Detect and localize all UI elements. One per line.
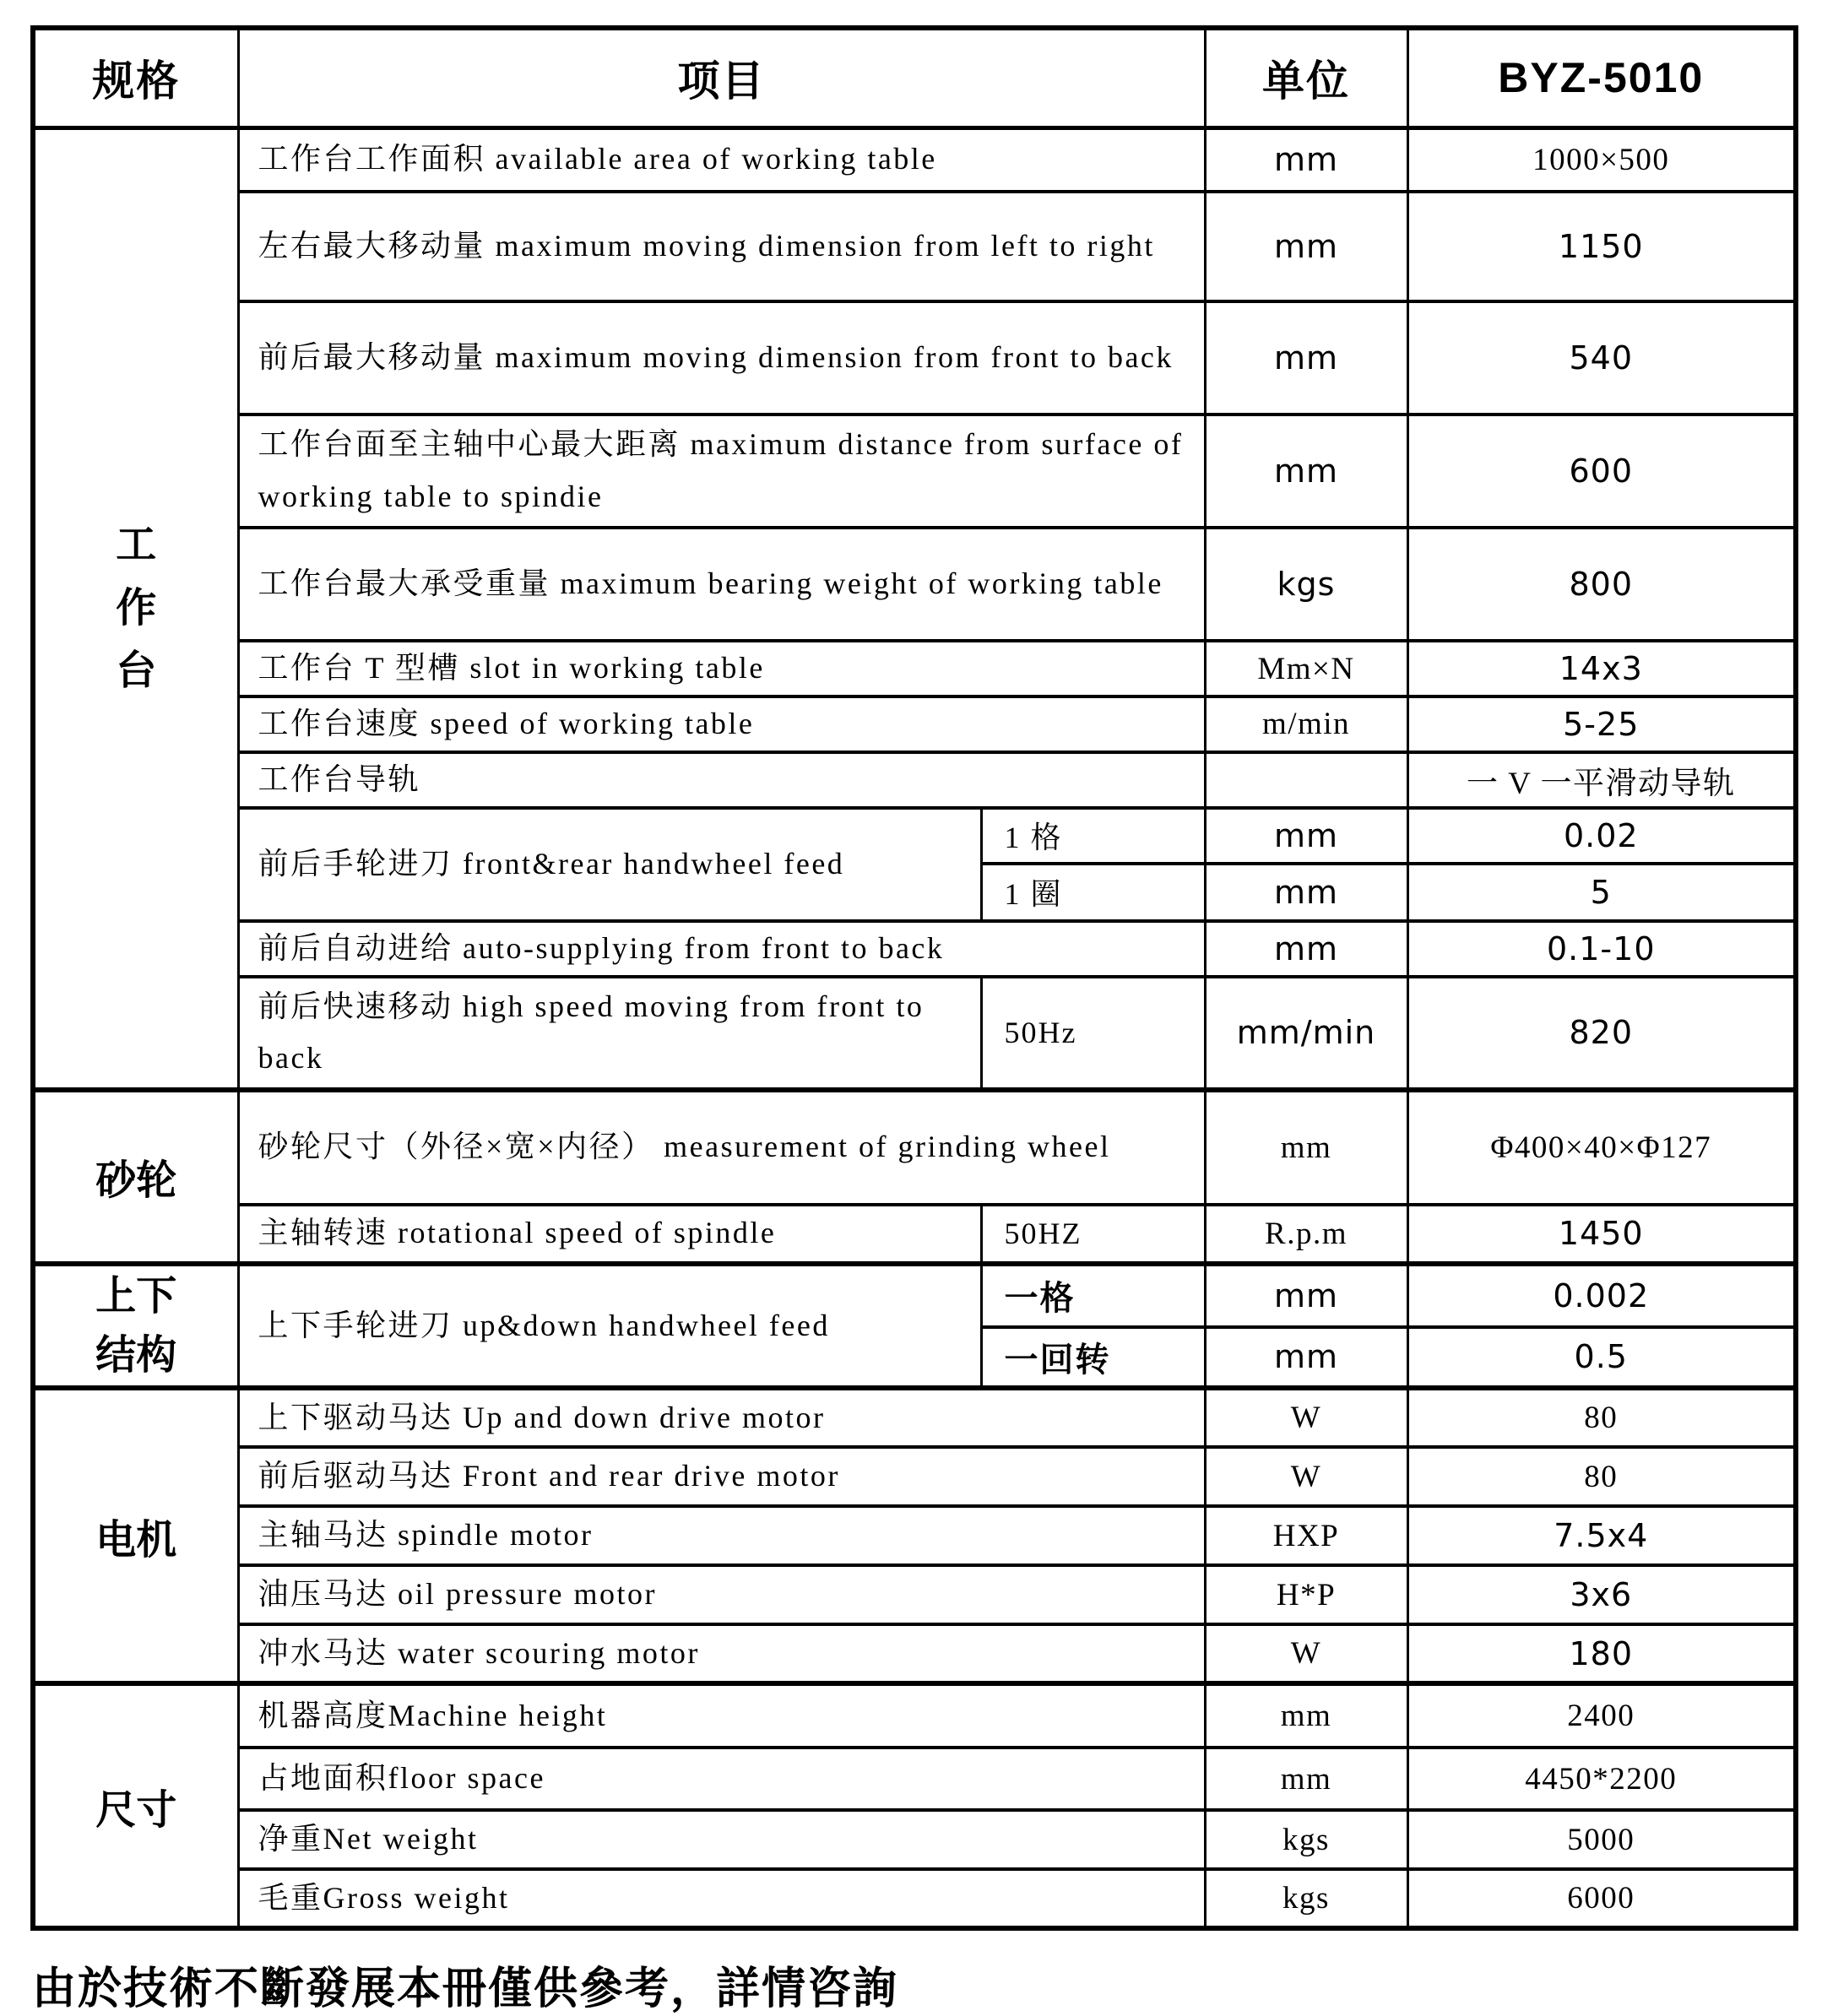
unit-cell: Mm×N	[1205, 641, 1407, 696]
value-cell: 0.5	[1407, 1327, 1796, 1388]
unit-cell: mm	[1205, 1748, 1407, 1810]
group-label-motor: 电机	[95, 1517, 177, 1563]
value-cell: 0.1-10	[1407, 921, 1796, 977]
item-cell: 工作台面至主轴中心最大距离 maximum distance from surface of working table to spindie	[238, 415, 1205, 528]
unit-cell: W	[1205, 1388, 1407, 1447]
value-cell: Φ400×40×Φ127	[1407, 1090, 1796, 1205]
group-label-updown: 上下结构	[95, 1273, 177, 1378]
table-row	[33, 1565, 1796, 1624]
sub-cell: 50HZ	[981, 1205, 1205, 1264]
item-cell: 上下手轮进刀 up&down handwheel feed	[238, 1264, 981, 1388]
value-cell: 1150	[1407, 192, 1796, 301]
unit-cell: mm	[1205, 127, 1407, 192]
table-row	[33, 641, 1796, 696]
unit-cell: HXP	[1205, 1506, 1407, 1565]
unit-cell: mm	[1205, 1683, 1407, 1748]
item-cell: 主轴马达 spindle motor	[238, 1506, 1205, 1565]
header-unit-col: 单位	[1205, 28, 1407, 127]
item-cell: 上下驱动马达 Up and down drive motor	[238, 1388, 1205, 1447]
table-row	[33, 1090, 1796, 1205]
value-cell: 3x6	[1407, 1565, 1796, 1624]
table-row	[33, 1264, 1796, 1327]
header-row	[33, 28, 1796, 127]
item-cell: 前后最大移动量 maximum moving dimension from front to back	[238, 301, 1205, 415]
item-cell: 左右最大移动量 maximum moving dimension from left to right	[238, 192, 1205, 301]
unit-cell	[1205, 752, 1407, 808]
item-cell: 工作台导轨	[238, 752, 1205, 808]
group-cell-motor	[33, 1388, 238, 1683]
group-cell-wheel	[33, 1090, 238, 1264]
item-cell: 前后快速移动 high speed moving from front to back	[238, 977, 981, 1090]
sub-cell: 1 格	[981, 808, 1205, 864]
unit-cell: W	[1205, 1624, 1407, 1683]
item-cell: 机器高度Machine height	[238, 1683, 1205, 1748]
group-label-size: 尺寸	[95, 1787, 177, 1833]
table-row	[33, 808, 1796, 864]
unit-cell: mm	[1205, 192, 1407, 301]
unit-cell: mm	[1205, 1264, 1407, 1327]
unit-cell: kgs	[1205, 1810, 1407, 1869]
table-row	[33, 192, 1796, 301]
header-item-col: 项目	[238, 28, 1205, 127]
item-cell: 冲水马达 water scouring motor	[238, 1624, 1205, 1683]
group-label-wheel: 砂轮	[95, 1158, 177, 1204]
table-row	[33, 1388, 1796, 1447]
item-cell: 工作台 T 型槽 slot in working table	[238, 641, 1205, 696]
sub-cell: 50Hz	[981, 977, 1205, 1090]
item-cell: 前后自动进给 auto-supplying from front to back	[238, 921, 1205, 977]
value-cell: 14x3	[1407, 641, 1796, 696]
sub-cell: 一格	[981, 1264, 1205, 1327]
item-cell: 净重Net weight	[238, 1810, 1205, 1869]
value-cell: 0.02	[1407, 808, 1796, 864]
header-model-col: BYZ-5010	[1407, 28, 1796, 127]
table-row	[33, 1506, 1796, 1565]
unit-cell: mm	[1205, 921, 1407, 977]
unit-cell: R.p.m	[1205, 1205, 1407, 1264]
table-row	[33, 977, 1796, 1090]
value-cell: 540	[1407, 301, 1796, 415]
item-cell: 前后驱动马达 Front and rear drive motor	[238, 1447, 1205, 1506]
table-row	[33, 301, 1796, 415]
table-row	[33, 1748, 1796, 1810]
table-row	[33, 1447, 1796, 1506]
sub-cell: 1 圈	[981, 864, 1205, 921]
unit-cell: W	[1205, 1447, 1407, 1506]
item-cell: 工作台最大承受重量 maximum bearing weight of working table	[238, 528, 1205, 641]
unit-cell: mm	[1205, 864, 1407, 921]
value-cell: 1000×500	[1407, 127, 1796, 192]
value-cell: 4450*2200	[1407, 1748, 1796, 1810]
item-cell: 前后手轮进刀 front&rear handwheel feed	[238, 808, 981, 921]
table-row	[33, 921, 1796, 977]
table-row	[33, 528, 1796, 641]
item-cell: 占地面积floor space	[238, 1748, 1205, 1810]
unit-cell: mm/min	[1205, 977, 1407, 1090]
unit-cell: mm	[1205, 415, 1407, 528]
table-row	[33, 1205, 1796, 1264]
value-cell: 2400	[1407, 1683, 1796, 1748]
item-cell: 砂轮尺寸（外径×宽×内径） measurement of grinding wheel	[238, 1090, 1205, 1205]
value-cell: 180	[1407, 1624, 1796, 1683]
table-row	[33, 696, 1796, 752]
value-cell: 5000	[1407, 1810, 1796, 1869]
value-cell: 5	[1407, 864, 1796, 921]
item-cell: 主轴转速 rotational speed of spindle	[238, 1205, 981, 1264]
value-cell: 820	[1407, 977, 1796, 1090]
table-row	[33, 752, 1796, 808]
unit-cell: kgs	[1205, 528, 1407, 641]
unit-cell: kgs	[1205, 1869, 1407, 1928]
value-cell: 6000	[1407, 1869, 1796, 1928]
unit-cell: mm	[1205, 301, 1407, 415]
value-cell: 1450	[1407, 1205, 1796, 1264]
table-row	[33, 127, 1796, 192]
item-cell: 毛重Gross weight	[238, 1869, 1205, 1928]
footer-note: 由於技術不斷發展本冊僅供參考，詳情咨詢	[32, 1965, 899, 2014]
header-spec-col: 规格	[33, 28, 238, 127]
group-label-worktable: 工作台	[116, 523, 157, 693]
group-cell-size	[33, 1683, 238, 1928]
table-row	[33, 1869, 1796, 1928]
value-cell: 5-25	[1407, 696, 1796, 752]
sub-cell: 一回转	[981, 1327, 1205, 1388]
unit-cell: mm	[1205, 808, 1407, 864]
table-row	[33, 415, 1796, 528]
spec-table	[30, 25, 1798, 1931]
unit-cell: mm	[1205, 1090, 1407, 1205]
value-cell: 600	[1407, 415, 1796, 528]
table-row	[33, 1810, 1796, 1869]
group-cell-updown	[33, 1264, 238, 1388]
value-cell: 800	[1407, 528, 1796, 641]
group-cell-worktable	[33, 127, 238, 1090]
item-cell: 工作台速度 speed of working table	[238, 696, 1205, 752]
unit-cell: H*P	[1205, 1565, 1407, 1624]
unit-cell: m/min	[1205, 696, 1407, 752]
value-cell: 一 V 一平滑动导轨	[1407, 752, 1796, 808]
item-cell: 油压马达 oil pressure motor	[238, 1565, 1205, 1624]
table-row	[33, 1683, 1796, 1748]
item-cell: 工作台工作面积 available area of working table	[238, 127, 1205, 192]
value-cell: 80	[1407, 1447, 1796, 1506]
value-cell: 0.002	[1407, 1264, 1796, 1327]
table-row	[33, 1624, 1796, 1683]
value-cell: 80	[1407, 1388, 1796, 1447]
value-cell: 7.5x4	[1407, 1506, 1796, 1565]
unit-cell: mm	[1205, 1327, 1407, 1388]
